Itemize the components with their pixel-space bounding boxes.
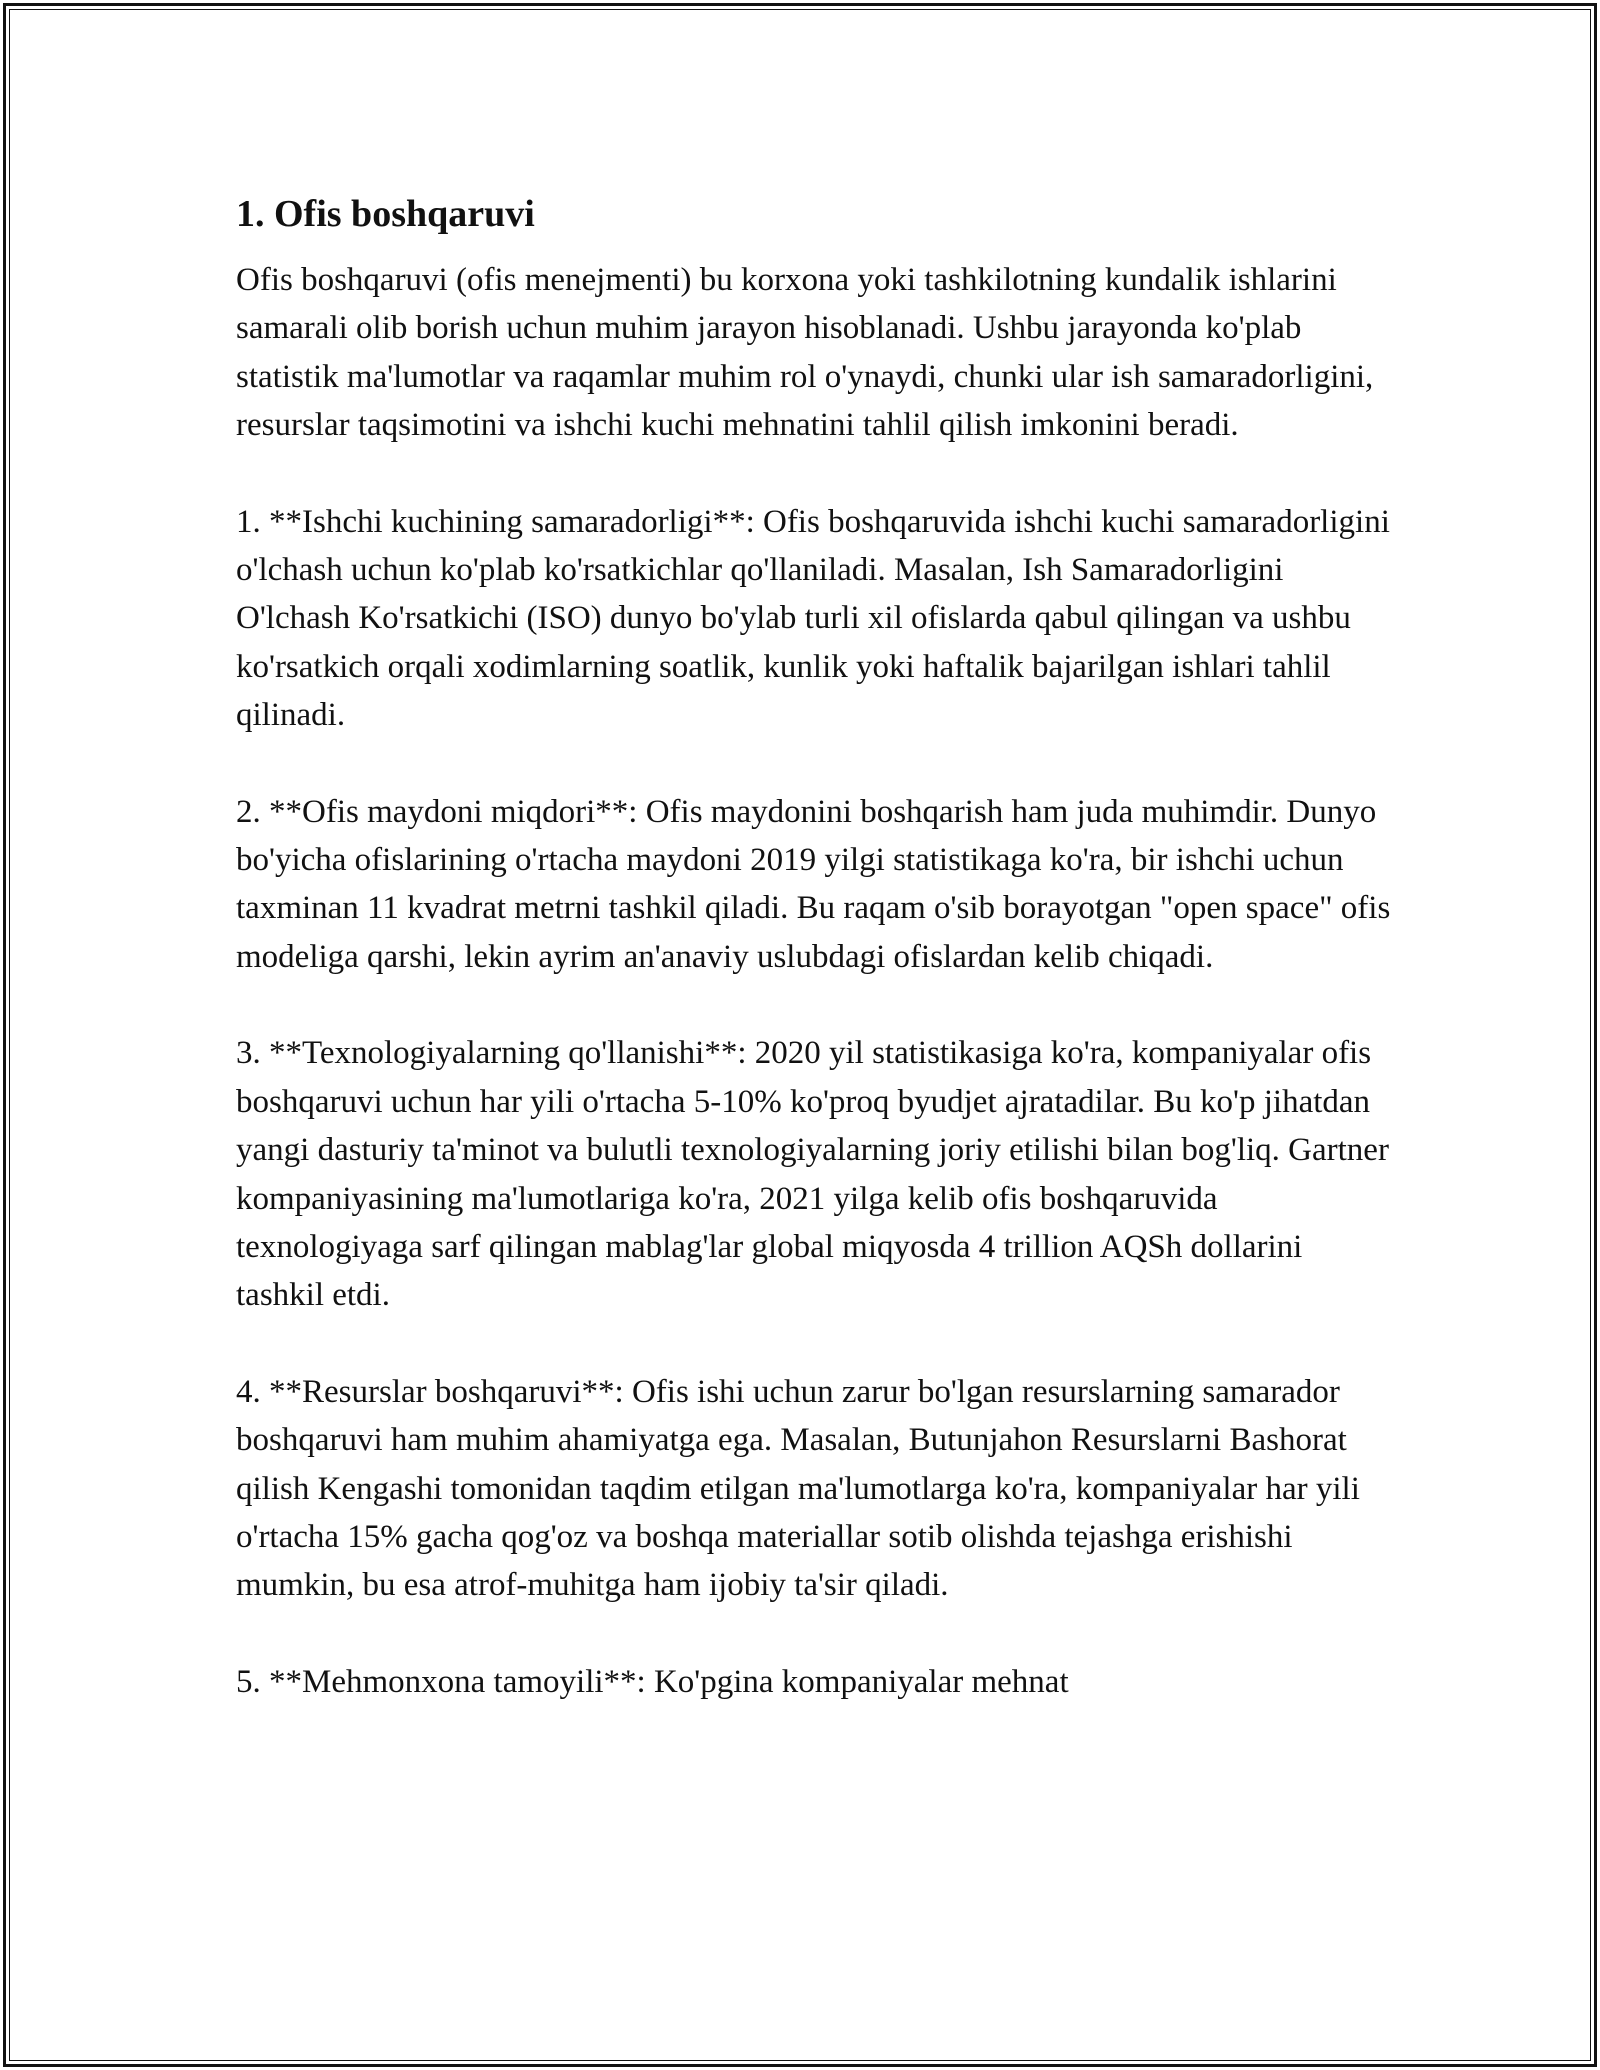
intro-paragraph: Ofis boshqaruvi (ofis menejmenti) bu korxona yoki tashkilotning kundalik ishlarini samarali olib borish uchun muhim jarayon hisoblanadi. Ushbu jarayonda ko'plab statistik ma'lumotlar va raqamlar muhim rol o'ynaydi, chunki ular ish samaradorligini, resurslar taqsimotini va ishchi kuchi mehnatini tahlil qilish imkonini beradi.	[236, 262, 1374, 444]
section-heading: 1. Ofis boshqaruvi	[236, 193, 535, 235]
list-item-resource-management: 4. **Resurslar boshqaruvi**: Ofis ishi uchun zarur bo'lgan resurslarning samarador boshqaruvi ham muhim ahamiyatga ega. Masalan, Butunjahon Resurslarni Bashorat qilish Kengashi tomonidan taqdim etilgan ma'lumotlarga ko'ra, kompaniyalar har yili o'rtacha 15% gacha qog'oz va boshqa materiallar sotib olishda tejashga erishishi mumkin, bu esa atrof-muhitga ham ijobiy ta'sir qiladi.	[236, 1373, 1360, 1604]
list-item-workforce-efficiency: 1. **Ishchi kuchining samaradorligi**: Ofis boshqaruvida ishchi kuchi samaradorligini o'lchash uchun ko'plab ko'rsatkichlar qo'llaniladi. Masalan, Ish Samaradorligini O'lchash Ko'rsatkichi (ISO) dunyo bo'ylab turli xil ofislarda qabul qilingan va ushbu ko'rsatkich orqali xodimlarning soatlik, kunlik yoki haftalik bajarilgan ishlari tahlil qilinadi.	[236, 503, 1390, 734]
document-body	[236, 188, 1396, 1706]
list-item-office-space: 2. **Ofis maydoni miqdori**: Ofis maydonini boshqarish ham juda muhimdir. Dunyo bo'yicha ofislarining o'rtacha maydoni 2019 yilgi statistikaga ko'ra, bir ishchi uchun taxminan 11 kvadrat metrni tashkil qiladi. Bu raqam o'sib borayotgan "open space" ofis modeliga qarshi, lekin ayrim an'anaviy uslubdagi ofislardan kelib chiqadi.	[236, 793, 1391, 975]
list-item-hospitality-principle: 5. **Mehmonxona tamoyili**: Ko'pgina kompaniyalar mehnat	[236, 1663, 1069, 1700]
list-item-technology-usage: 3. **Texnologiyalarning qo'llanishi**: 2020 yil statistikasiga ko'ra, kompaniyalar ofis boshqaruvi uchun har yili o'rtacha 5-10% ko'proq byudjet ajratadilar. Bu ko'p jihatdan yangi dasturiy ta'minot va bulutli texnologiyalarning joriy etilishi bilan bog'liq. Gartner kompaniyasining ma'lumotlariga ko'ra, 2021 yilga kelib ofis boshqaruvida texnologiyaga sarf qilingan mablag'lar global miqyosda 4 trillion AQSh dollarini tashkil etdi.	[236, 1035, 1389, 1314]
